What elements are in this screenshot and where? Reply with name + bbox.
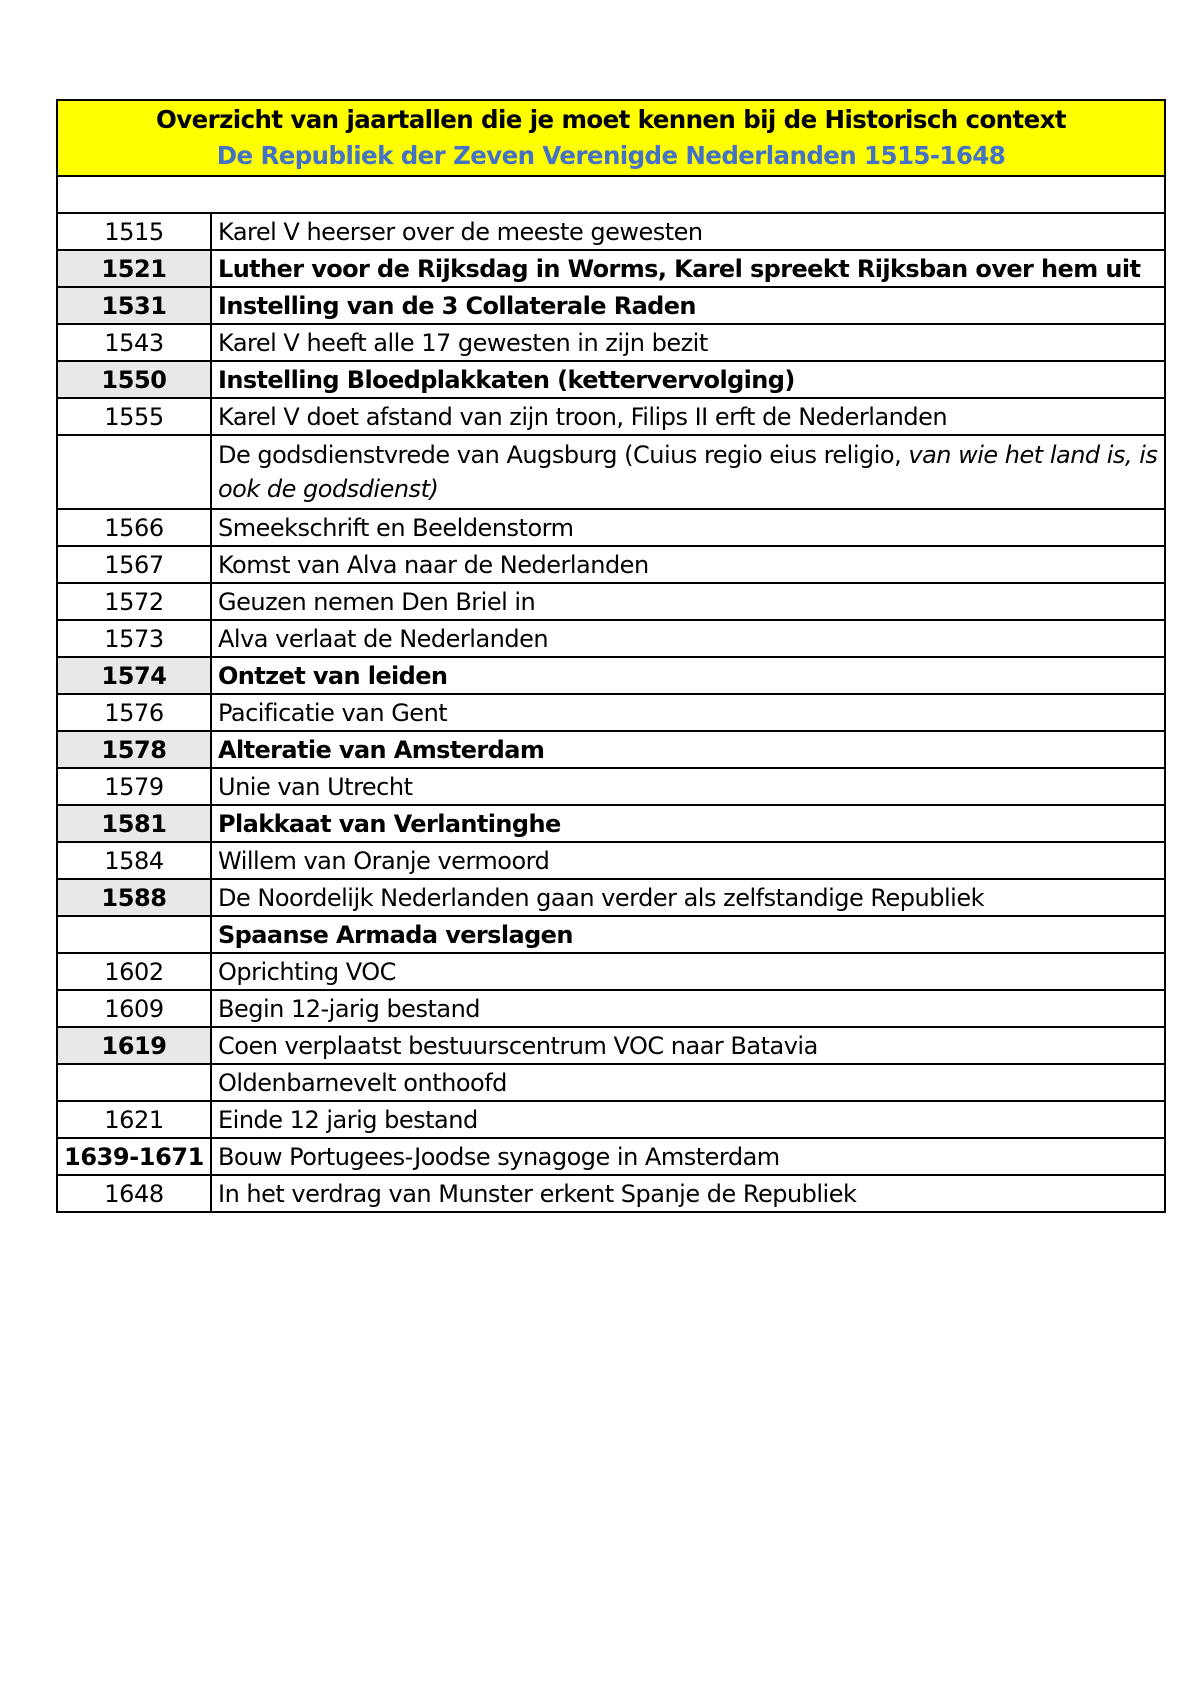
document-subtitle: De Republiek der Zeven Verenigde Nederlanden 1515-1648 [216, 141, 1006, 170]
timeline-table [56, 99, 1166, 1213]
year-cell: 1574 [57, 657, 211, 694]
year-cell: 1573 [57, 620, 211, 657]
event-cell: Instelling Bloedplakkaten (kettervervolging) [211, 361, 1165, 398]
year-cell: 1584 [57, 842, 211, 879]
year-cell: 1609 [57, 990, 211, 1027]
table-row [57, 805, 1165, 842]
year-cell: 1567 [57, 546, 211, 583]
table-row [57, 435, 1165, 509]
event-cell: Pacificatie van Gent [211, 694, 1165, 731]
document-title: Overzicht van jaartallen die je moet kennen bij de Historisch context [156, 105, 1066, 134]
table-row [57, 620, 1165, 657]
table-row [57, 509, 1165, 546]
table-row [57, 1064, 1165, 1101]
event-cell: Plakkaat van Verlantinghe [211, 805, 1165, 842]
year-cell: 1531 [57, 287, 211, 324]
table-row [57, 1101, 1165, 1138]
event-cell [211, 435, 1165, 509]
table-row [57, 546, 1165, 583]
year-cell: 1521 [57, 250, 211, 287]
event-cell: In het verdrag van Munster erkent Spanje de Republiek [211, 1175, 1165, 1212]
table-row [57, 583, 1165, 620]
table-row [57, 990, 1165, 1027]
table-row [57, 768, 1165, 805]
event-text: De godsdienstvrede van Augsburg (Cuius regio eius religio, [218, 441, 909, 469]
year-cell: 1619 [57, 1027, 211, 1064]
table-row [57, 731, 1165, 768]
event-cell: Smeekschrift en Beeldenstorm [211, 509, 1165, 546]
event-cell: Bouw Portugees-Joodse synagoge in Amsterdam [211, 1138, 1165, 1175]
year-cell: 1515 [57, 213, 211, 250]
event-cell: Alteratie van Amsterdam [211, 731, 1165, 768]
table-row [57, 1175, 1165, 1212]
year-cell [57, 435, 211, 509]
table-row [57, 361, 1165, 398]
year-cell: 1566 [57, 509, 211, 546]
event-cell: Oldenbarnevelt onthoofd [211, 1064, 1165, 1101]
event-cell: Coen verplaatst bestuurscentrum VOC naar Batavia [211, 1027, 1165, 1064]
event-cell: Luther voor de Rijksdag in Worms, Karel spreekt Rijksban over hem uit [211, 250, 1165, 287]
table-row [57, 842, 1165, 879]
year-cell: 1579 [57, 768, 211, 805]
year-cell: 1621 [57, 1101, 211, 1138]
year-cell: 1555 [57, 398, 211, 435]
event-cell: Karel V heerser over de meeste gewesten [211, 213, 1165, 250]
year-cell: 1543 [57, 324, 211, 361]
table-row [57, 1138, 1165, 1175]
table-row [57, 1027, 1165, 1064]
event-cell: Einde 12 jarig bestand [211, 1101, 1165, 1138]
table-header [57, 100, 1165, 176]
event-cell: Willem van Oranje vermoord [211, 842, 1165, 879]
table-header-row [57, 100, 1165, 176]
year-cell: 1578 [57, 731, 211, 768]
table-row [57, 213, 1165, 250]
year-cell: 1588 [57, 879, 211, 916]
year-cell [57, 1064, 211, 1101]
event-cell: Begin 12-jarig bestand [211, 990, 1165, 1027]
table-row [57, 398, 1165, 435]
year-cell: 1572 [57, 583, 211, 620]
year-cell: 1648 [57, 1175, 211, 1212]
blank-row [57, 176, 1165, 213]
year-cell: 1576 [57, 694, 211, 731]
event-cell: Alva verlaat de Nederlanden [211, 620, 1165, 657]
blank-cell [57, 176, 1165, 213]
year-cell: 1581 [57, 805, 211, 842]
event-cell: Komst van Alva naar de Nederlanden [211, 546, 1165, 583]
event-cell: De Noordelijk Nederlanden gaan verder als zelfstandige Republiek [211, 879, 1165, 916]
table-row [57, 250, 1165, 287]
table-row [57, 879, 1165, 916]
year-cell: 1550 [57, 361, 211, 398]
event-cell: Spaanse Armada verslagen [211, 916, 1165, 953]
event-text-italic: van wie het land is, is ook de godsdienst) [218, 441, 1158, 503]
table-row [57, 287, 1165, 324]
event-cell: Karel V heeft alle 17 gewesten in zijn bezit [211, 324, 1165, 361]
year-cell: 1639-1671 [57, 1138, 211, 1175]
event-cell: Unie van Utrecht [211, 768, 1165, 805]
table-row [57, 324, 1165, 361]
table-row [57, 694, 1165, 731]
table-row [57, 657, 1165, 694]
event-cell: Instelling van de 3 Collaterale Raden [211, 287, 1165, 324]
event-cell: Karel V doet afstand van zijn troon, Filips II erft de Nederlanden [211, 398, 1165, 435]
table-row [57, 953, 1165, 990]
year-cell: 1602 [57, 953, 211, 990]
table-row [57, 916, 1165, 953]
event-cell: Ontzet van leiden [211, 657, 1165, 694]
event-cell: Oprichting VOC [211, 953, 1165, 990]
year-cell [57, 916, 211, 953]
event-cell: Geuzen nemen Den Briel in [211, 583, 1165, 620]
